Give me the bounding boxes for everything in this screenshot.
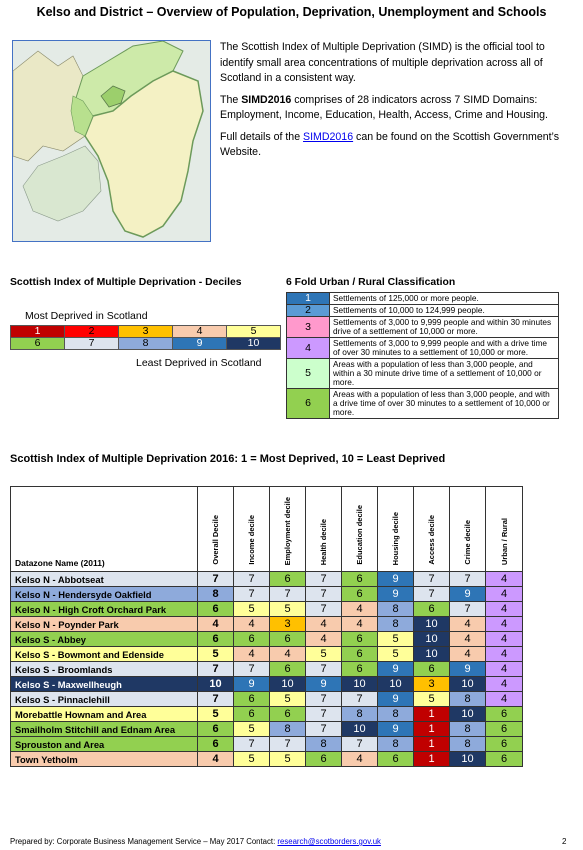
intro-p2-bold: SIMD2016	[241, 93, 292, 106]
decile-cell: 7	[450, 602, 486, 617]
decile-cell: 7	[306, 662, 342, 677]
urban-rural-class-number: 6	[287, 389, 330, 419]
simd-table-heading: Scottish Index of Multiple Deprivation 2016: 1 = Most Deprived, 10 = Least Deprived	[10, 453, 446, 465]
table-row	[11, 602, 523, 617]
overall-decile-cell: 10	[198, 677, 234, 692]
column-header	[234, 487, 270, 572]
decile-cell: 5	[414, 692, 450, 707]
decile-cell: 9	[450, 662, 486, 677]
table-row	[11, 692, 523, 707]
overall-decile-cell: 7	[198, 572, 234, 587]
intro-p2-pre: The	[220, 93, 242, 106]
overall-decile-cell: 5	[198, 707, 234, 722]
urban-rural-cell: 4	[486, 587, 523, 602]
decile-cell: 8	[270, 722, 306, 737]
decile-cell: 8	[450, 737, 486, 752]
decile-key-row	[11, 326, 281, 338]
decile-cell: 10	[378, 677, 414, 692]
decile-cell: 7	[234, 737, 270, 752]
urban-rural-row	[287, 293, 559, 305]
urban-rural-cell: 4	[486, 677, 523, 692]
decile-cell: 4	[234, 617, 270, 632]
decile-cell: 3	[270, 617, 306, 632]
urban-rural-class-number: 5	[287, 359, 330, 389]
decile-cell: 5	[378, 632, 414, 647]
decile-key-cell: 6	[11, 338, 65, 350]
footer-text: Prepared by: Corporate Business Management Service – May 2017 Contact:	[10, 837, 278, 846]
decile-cell: 7	[306, 587, 342, 602]
page-title: Kelso and District – Overview of Population, Deprivation, Unemployment and Schools	[36, 5, 547, 19]
decile-cell: 9	[378, 587, 414, 602]
decile-cell: 7	[306, 692, 342, 707]
intro-paragraph-2	[220, 93, 570, 124]
datazone-name: Smailholm Stitchill and Ednam Area	[11, 722, 198, 737]
datazone-name: Kelso N - Abbotseat	[11, 572, 198, 587]
decile-cell: 7	[342, 737, 378, 752]
decile-cell: 7	[414, 572, 450, 587]
table-row	[11, 647, 523, 662]
decile-cell: 5	[234, 752, 270, 767]
decile-cell: 3	[414, 677, 450, 692]
urban-rural-class-number: 1	[287, 293, 330, 305]
urban-rural-row	[287, 305, 559, 317]
decile-cell: 6	[378, 752, 414, 767]
simd-table-header-row	[11, 487, 523, 572]
decile-cell: 7	[306, 602, 342, 617]
decile-key-cell: 8	[119, 338, 173, 350]
column-header	[450, 487, 486, 572]
table-row	[11, 677, 523, 692]
decile-cell: 5	[234, 602, 270, 617]
table-row	[11, 587, 523, 602]
decile-cell: 10	[414, 632, 450, 647]
overall-decile-cell: 6	[198, 602, 234, 617]
decile-cell: 7	[306, 707, 342, 722]
decile-cell: 10	[450, 752, 486, 767]
datazone-name: Sprouston and Area	[11, 737, 198, 752]
urban-rural-cell: 4	[486, 617, 523, 632]
urban-rural-cell: 6	[486, 737, 523, 752]
column-header-label: Education decile	[355, 505, 364, 565]
decile-cell: 7	[234, 662, 270, 677]
decile-cell: 7	[414, 587, 450, 602]
overall-decile-cell: 7	[198, 692, 234, 707]
decile-cell: 4	[450, 632, 486, 647]
area-map	[12, 40, 211, 242]
decile-cell: 9	[234, 677, 270, 692]
least-deprived-label: Least Deprived in Scotland	[136, 357, 262, 369]
decile-cell: 4	[342, 617, 378, 632]
intro-paragraph-1: The Scottish Index of Multiple Deprivation (SIMD) is the official tool to identify small area concentrations of multiple deprivation across all of Scotland in a consistent way.	[220, 41, 545, 84]
urban-rural-class-description: Settlements of 125,000 or more people.	[330, 293, 559, 305]
decile-cell: 10	[270, 677, 306, 692]
overall-decile-cell: 8	[198, 587, 234, 602]
urban-rural-cell: 4	[486, 692, 523, 707]
decile-cell: 1	[414, 722, 450, 737]
footer-email-link[interactable]: research@scotborders.gov.uk	[277, 837, 381, 846]
decile-cell: 6	[342, 647, 378, 662]
decile-cell: 4	[342, 602, 378, 617]
datazone-name: Kelso S - Abbey	[11, 632, 198, 647]
column-header	[342, 487, 378, 572]
decile-cell: 4	[234, 647, 270, 662]
intro-p3-post: can be found on the Scottish Government’s Website.	[220, 130, 560, 158]
table-row	[11, 662, 523, 677]
urban-rural-cell: 6	[486, 707, 523, 722]
decile-key-cell: 7	[65, 338, 119, 350]
decile-key-cell: 1	[11, 326, 65, 338]
datazone-name: Kelso S - Maxwellheugh	[11, 677, 198, 692]
simd2016-link[interactable]: SIMD2016	[303, 130, 354, 143]
decile-cell: 10	[342, 722, 378, 737]
decile-cell: 5	[234, 722, 270, 737]
decile-cell: 6	[270, 662, 306, 677]
decile-cell: 6	[270, 632, 306, 647]
datazone-name-header: Datazone Name (2011)	[11, 487, 198, 572]
decile-cell: 1	[414, 707, 450, 722]
decile-cell: 9	[450, 587, 486, 602]
datazone-name: Kelso S - Broomlands	[11, 662, 198, 677]
decile-cell: 6	[342, 662, 378, 677]
datazone-name: Kelso N - High Croft Orchard Park	[11, 602, 198, 617]
most-deprived-label: Most Deprived in Scotland	[25, 310, 148, 322]
decile-cell: 9	[378, 722, 414, 737]
urban-rural-class-number: 3	[287, 317, 330, 338]
column-header-label: Income decile	[247, 515, 256, 565]
decile-cell: 7	[306, 572, 342, 587]
table-row	[11, 752, 523, 767]
urban-rural-cell: 6	[486, 752, 523, 767]
decile-cell: 6	[414, 602, 450, 617]
urban-rural-class-description: Settlements of 3,000 to 9,999 people and with a drive time of over 30 minutes to a settlement of 10,000 or more.	[330, 338, 559, 359]
decile-cell: 4	[450, 647, 486, 662]
urban-rural-class-number: 4	[287, 338, 330, 359]
decile-cell: 8	[450, 722, 486, 737]
area-map-image	[13, 41, 210, 241]
decile-cell: 8	[450, 692, 486, 707]
decile-cell: 7	[234, 572, 270, 587]
decile-cell: 9	[378, 692, 414, 707]
decile-cell: 6	[306, 752, 342, 767]
decile-key-cell: 3	[119, 326, 173, 338]
urban-rural-cell: 4	[486, 602, 523, 617]
decile-cell: 4	[450, 617, 486, 632]
urban-rural-class-number: 2	[287, 305, 330, 317]
urban-rural-table	[286, 292, 559, 419]
urban-rural-cell: 4	[486, 662, 523, 677]
decile-cell: 4	[342, 752, 378, 767]
decile-cell: 8	[306, 737, 342, 752]
decile-cell: 1	[414, 752, 450, 767]
overall-decile-cell: 4	[198, 752, 234, 767]
datazone-name: Town Yetholm	[11, 752, 198, 767]
column-header	[306, 487, 342, 572]
table-row	[11, 572, 523, 587]
decile-cell: 10	[414, 647, 450, 662]
decile-cell: 4	[306, 617, 342, 632]
column-header-label: Access decile	[427, 515, 436, 565]
intro-p2-post: comprises of 28 indicators across 7 SIMD Domains: Employment, Income, Education, Health, Access, Crime and Housing.	[220, 93, 548, 121]
datazone-name: Kelso S - Bowmont and Edenside	[11, 647, 198, 662]
decile-cell: 7	[306, 722, 342, 737]
decile-key-cell: 4	[173, 326, 227, 338]
decile-cell: 6	[342, 572, 378, 587]
column-header-label: Overall Decile	[211, 515, 220, 565]
decile-cell: 9	[306, 677, 342, 692]
decile-cell: 10	[342, 677, 378, 692]
decile-key-cell: 9	[173, 338, 227, 350]
urban-rural-row	[287, 317, 559, 338]
decile-cell: 8	[378, 617, 414, 632]
column-header-label: Urban / Rural	[499, 517, 509, 565]
urban-rural-row	[287, 359, 559, 389]
decile-cell: 7	[270, 737, 306, 752]
decile-cell: 4	[270, 647, 306, 662]
decile-cell: 8	[378, 602, 414, 617]
footer	[10, 837, 381, 846]
simd-intro	[220, 40, 570, 167]
overall-decile-cell: 5	[198, 647, 234, 662]
decile-cell: 6	[342, 632, 378, 647]
decile-cell: 8	[378, 707, 414, 722]
decile-cell: 7	[450, 572, 486, 587]
decile-cell: 9	[378, 662, 414, 677]
decile-cell: 8	[342, 707, 378, 722]
decile-cell: 9	[378, 572, 414, 587]
urban-rural-cell: 4	[486, 632, 523, 647]
column-header	[198, 487, 234, 572]
urban-rural-class-description: Settlements of 10,000 to 124,999 people.	[330, 305, 559, 317]
column-header	[378, 487, 414, 572]
table-row	[11, 617, 523, 632]
table-row	[11, 722, 523, 737]
urban-rural-heading: 6 Fold Urban / Rural Classification	[286, 277, 456, 288]
overall-decile-cell: 6	[198, 632, 234, 647]
decile-cell: 6	[342, 587, 378, 602]
column-header-label: Employment decile	[283, 496, 292, 565]
urban-rural-class-description: Settlements of 3,000 to 9,999 people and within 30 minutes drive of a settlement of 10,000 or more.	[330, 317, 559, 338]
column-header-label: Health decile	[319, 518, 328, 565]
decile-cell: 6	[270, 707, 306, 722]
decile-cell: 8	[378, 737, 414, 752]
datazone-name: Morebattle Hownam and Area	[11, 707, 198, 722]
decile-key-cell: 10	[227, 338, 281, 350]
intro-p3-pre: Full details of the	[220, 130, 304, 143]
urban-rural-cell: 6	[486, 722, 523, 737]
decile-cell: 10	[450, 677, 486, 692]
decile-key-row	[11, 338, 281, 350]
decile-cell: 1	[414, 737, 450, 752]
decile-key-cell: 2	[65, 326, 119, 338]
datazone-name: Kelso S - Pinnaclehill	[11, 692, 198, 707]
decile-cell: 6	[234, 707, 270, 722]
simd-table	[10, 486, 523, 767]
datazone-name: Kelso N - Poynder Park	[11, 617, 198, 632]
decile-cell: 6	[234, 632, 270, 647]
overall-decile-cell: 6	[198, 722, 234, 737]
decile-key-table	[10, 325, 281, 350]
column-header	[414, 487, 450, 572]
overall-decile-cell: 7	[198, 662, 234, 677]
table-row	[11, 737, 523, 752]
column-header-label: Crime decile	[463, 520, 472, 565]
decile-key-cell: 5	[227, 326, 281, 338]
overall-decile-cell: 4	[198, 617, 234, 632]
table-row	[11, 707, 523, 722]
column-header	[270, 487, 306, 572]
intro-paragraph-3	[220, 130, 570, 161]
overall-decile-cell: 6	[198, 737, 234, 752]
decile-cell: 10	[450, 707, 486, 722]
decile-cell: 6	[414, 662, 450, 677]
datazone-name: Kelso N - Hendersyde Oakfield	[11, 587, 198, 602]
decile-cell: 7	[234, 587, 270, 602]
urban-rural-row	[287, 338, 559, 359]
decile-cell: 5	[378, 647, 414, 662]
table-row	[11, 632, 523, 647]
decile-cell: 6	[234, 692, 270, 707]
decile-cell: 5	[306, 647, 342, 662]
deciles-heading: Scottish Index of Multiple Deprivation - Deciles	[10, 277, 242, 288]
urban-rural-class-description: Areas with a population of less than 3,000 people, and with a drive time of over 30 minutes to a settlement of 10,000 or more.	[330, 389, 559, 419]
page-number: 2	[562, 837, 567, 846]
decile-cell: 10	[414, 617, 450, 632]
column-header	[486, 487, 523, 572]
column-header-label: Housing decile	[391, 511, 400, 565]
urban-rural-row	[287, 389, 559, 419]
decile-cell: 7	[342, 692, 378, 707]
decile-cell: 5	[270, 602, 306, 617]
decile-cell: 6	[270, 572, 306, 587]
urban-rural-cell: 4	[486, 572, 523, 587]
urban-rural-class-description: Areas with a population of less than 3,000 people, and within a 30 minute drive time of a settlement of 10,000 or more.	[330, 359, 559, 389]
decile-cell: 5	[270, 692, 306, 707]
decile-cell: 5	[270, 752, 306, 767]
decile-cell: 7	[270, 587, 306, 602]
urban-rural-cell: 4	[486, 647, 523, 662]
decile-cell: 4	[306, 632, 342, 647]
